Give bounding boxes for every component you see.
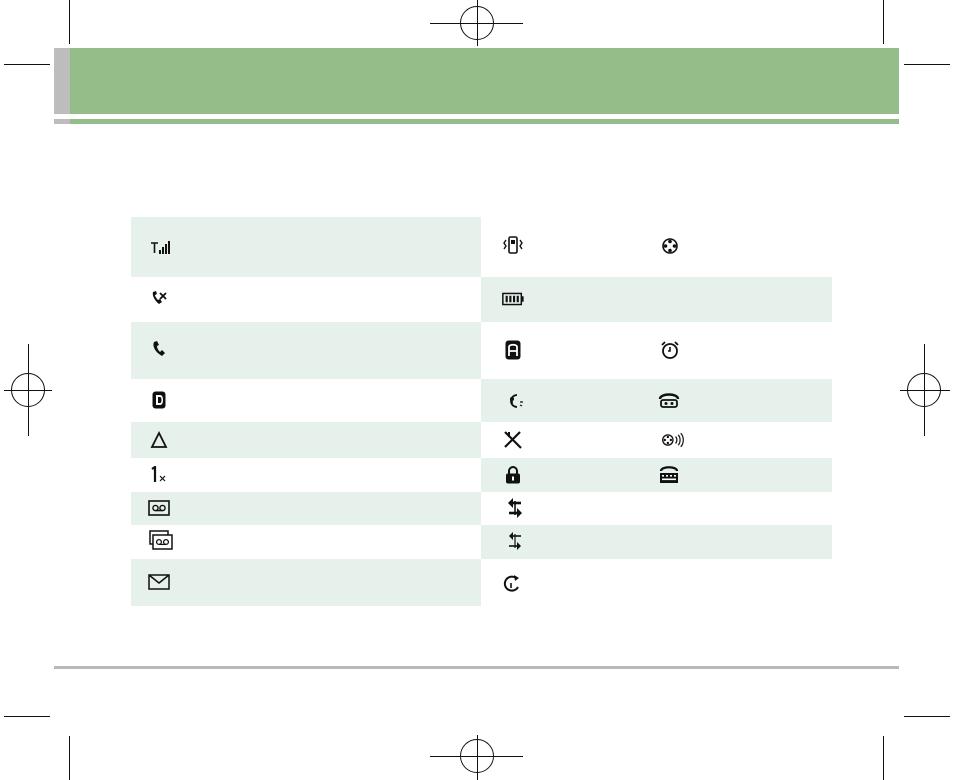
table-row: [481, 422, 832, 458]
refresh-icon: [501, 573, 525, 595]
silent-mode-icon: [501, 429, 525, 451]
key-lock-icon: [501, 464, 525, 486]
table-row: [131, 458, 481, 492]
table-row: [481, 322, 832, 379]
header-tab: [54, 48, 70, 114]
data-dormant-icon: [503, 530, 527, 552]
table-row: [481, 559, 832, 606]
footer-rule: [54, 666, 899, 669]
battery-icon: [501, 288, 525, 310]
table-row: [131, 322, 481, 379]
table-row: [131, 277, 481, 322]
tty-icon: [657, 389, 681, 411]
header-band: [54, 48, 899, 114]
digital-mode-icon: [147, 389, 171, 411]
call-in-progress-icon: [147, 338, 171, 360]
header-rule: [70, 119, 899, 124]
signal-strength-icon: [149, 237, 173, 259]
no-service-icon: [147, 288, 171, 310]
header-rule-tab: [54, 119, 70, 124]
data-transfer-icon: [503, 497, 527, 519]
auto-answer-icon: [501, 339, 525, 361]
location-icon: [503, 390, 527, 412]
table-row: [131, 559, 481, 606]
table-row: [131, 217, 481, 277]
table-row: [481, 217, 832, 277]
vibrate-mode-icon: [501, 235, 525, 257]
tty-device-icon: [657, 464, 681, 486]
table-row: [481, 525, 832, 559]
message-envelope-icon: [147, 571, 171, 593]
alarm-clock-icon: [658, 339, 682, 361]
1x-network-icon: [147, 464, 171, 486]
table-row: [131, 422, 481, 458]
loud-speaker-icon: [661, 429, 685, 451]
table-row: [131, 492, 481, 525]
roaming-icon: [147, 429, 171, 451]
speakerphone-icon: [658, 235, 682, 257]
table-row: [131, 379, 481, 422]
voicemail-icon: [147, 497, 171, 519]
multiple-voicemail-icon: [149, 529, 173, 551]
table-row: [481, 277, 832, 322]
table-row: [481, 492, 832, 525]
table-row: [481, 379, 832, 422]
table-row: [131, 525, 481, 559]
table-row: [481, 458, 832, 492]
